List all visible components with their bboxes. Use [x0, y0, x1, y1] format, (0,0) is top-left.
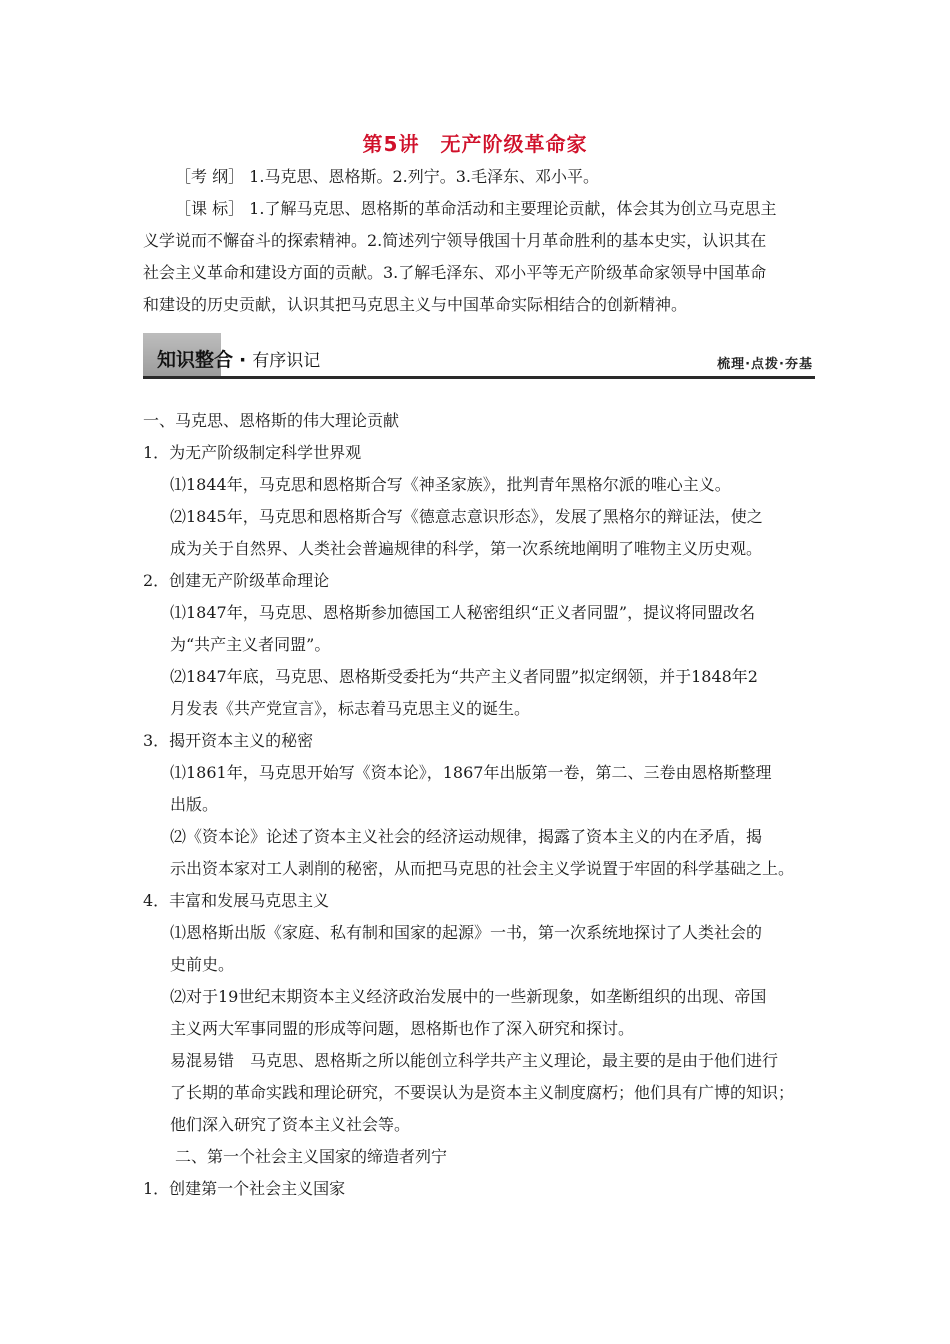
paragraph-line: ⑵1847年底，马克思、恩格斯受委托为“共产主义者同盟”拟定纲领，并于1848年2	[170, 667, 758, 686]
curriculum-standard: ［课 标］ 1.了解马克思、恩格斯的革命活动和主要理论贡献，体会其为创立马克思主	[175, 199, 777, 218]
paragraph-line: ⑴1847年，马克思、恩格斯参加德国工人秘密组织“正义者同盟”，提议将同盟改名	[170, 603, 756, 622]
curriculum-line: 和建设的历史贡献，认识其把马克思主义与中国革命实际相结合的创新精神。	[143, 295, 688, 314]
paragraph-line: 出版。	[170, 795, 219, 814]
subheading: 4．丰富和发展马克思主义	[143, 891, 330, 910]
paragraph-line: ⑴1844年，马克思和恩格斯合写《神圣家族》，批判青年黑格尔派的唯心主义。	[170, 475, 731, 494]
banner-rule	[143, 376, 815, 379]
banner-dot: ·	[239, 349, 247, 371]
banner-tagline: 梳理·点拨·夯基	[717, 357, 813, 372]
exam-outline: ［考 纲］ 1.马克思、恩格斯。2.列宁。3.毛泽东、邓小平。	[175, 167, 599, 186]
banner-main-label: 知识整合	[157, 349, 234, 371]
section-heading: 一、马克思、恩格斯的伟大理论贡献	[143, 411, 400, 430]
paragraph-line: ⑵1845年，马克思和恩格斯合写《德意志意识形态》，发展了黑格尔的辩证法，使之	[170, 507, 763, 526]
subheading: 2．创建无产阶级革命理论	[143, 571, 330, 590]
lesson-title: 第5讲 无产阶级革命家	[362, 132, 588, 156]
paragraph-line: 示出资本家对工人剥削的秘密，从而把马克思的社会主义学说置于牢固的科学基础之上。	[170, 859, 795, 878]
paragraph-line: 为“共产主义者同盟”。	[170, 635, 331, 654]
banner-title	[157, 345, 320, 372]
subheading: 1．为无产阶级制定科学世界观	[143, 443, 362, 462]
paragraph-line: ⑴恩格斯出版《家庭、私有制和国家的起源》一书，第一次系统地探讨了人类社会的	[170, 923, 763, 942]
section-heading: 二、第一个社会主义国家的缔造者列宁	[175, 1147, 448, 1166]
tip-paragraph-line: 了长期的革命实践和理论研究，不要误认为是资本主义制度腐朽；他们具有广博的知识；	[170, 1083, 795, 1102]
curriculum-line: 义学说而不懈奋斗的探索精神。2.简述列宁领导俄国十月革命胜利的基本史实，认识其在	[143, 231, 767, 250]
subheading: 3．揭开资本主义的秘密	[143, 731, 314, 750]
section-banner	[143, 333, 815, 381]
paragraph-line: 成为关于自然界、人类社会普遍规律的科学，第一次系统地阐明了唯物主义历史观。	[170, 539, 763, 558]
paragraph-line: ⑴1861年，马克思开始写《资本论》，1867年出版第一卷，第二、三卷由恩格斯整理	[170, 763, 772, 782]
tip-paragraph-line: 他们深入研究了资本主义社会等。	[170, 1115, 411, 1134]
paragraph-line: ⑵对于19世纪末期资本主义经济政治发展中的一些新现象，如垄断组织的出现、帝国	[170, 987, 767, 1006]
curriculum-line: 社会主义革命和建设方面的贡献。3.了解毛泽东、邓小平等无产阶级革命家领导中国革命	[143, 263, 767, 282]
tip-paragraph-line: 易混易错 马克思、恩格斯之所以能创立科学共产主义理论，最主要的是由于他们进行	[170, 1051, 779, 1070]
paragraph-line: 月发表《共产党宣言》，标志着马克思主义的诞生。	[170, 699, 531, 718]
paragraph-line: 主义两大军事同盟的形成等问题，恩格斯也作了深入研究和探讨。	[170, 1019, 635, 1038]
paragraph-line: ⑵《资本论》论述了资本主义社会的经济运动规律，揭露了资本主义的内在矛盾，揭	[170, 827, 763, 846]
subheading: 1．创建第一个社会主义国家	[143, 1179, 346, 1198]
paragraph-line: 史前史。	[170, 955, 235, 974]
banner-sub-label: 有序识记	[252, 351, 321, 371]
